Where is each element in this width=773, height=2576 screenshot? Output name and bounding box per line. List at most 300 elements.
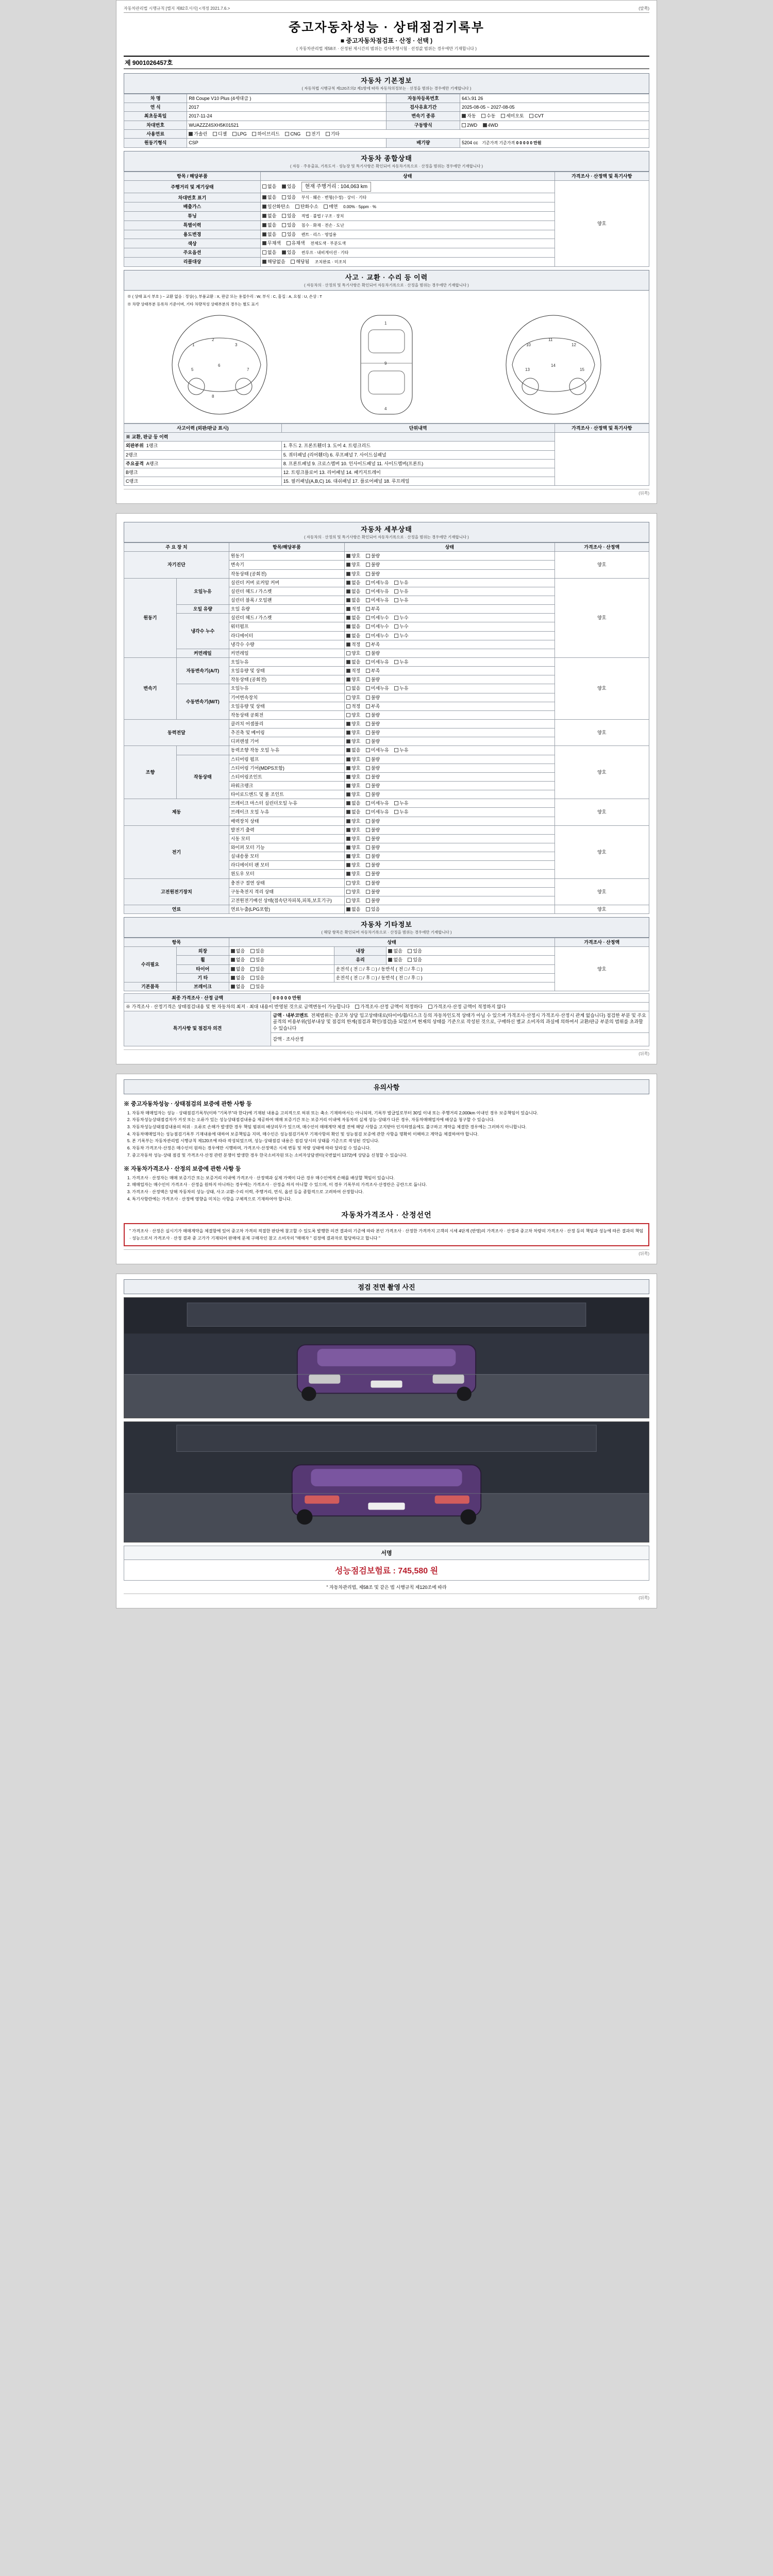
row-label-recall: 리콜대상 [124, 257, 261, 266]
opt-slight[interactable]: 미세누유 [366, 580, 389, 586]
part-label-blower-motor: 실내송풍 모터 [229, 852, 344, 861]
fuel-option-lpg[interactable]: LPG [232, 131, 247, 137]
list-item: 4. 특기사항란에는 가격조사 · 산정에 영향을 미치는 사항을 구체적으로 기재하여야 합니다. [132, 1196, 649, 1203]
opt-good[interactable]: 양호 [346, 712, 360, 718]
notice-list-1 [132, 1110, 649, 1159]
state-alternator [344, 825, 554, 834]
opt-good[interactable]: 양호 [346, 871, 360, 877]
opt-good[interactable]: 양호 [346, 553, 360, 559]
fuel-option-electric[interactable]: 전기 [306, 131, 320, 137]
opt-slight[interactable]: 미세누유 [366, 685, 389, 691]
opt-slight[interactable]: 미세누유 [366, 588, 389, 595]
table-row [124, 180, 649, 193]
price-powertrain: 양호 [554, 720, 649, 746]
opt-good[interactable]: 양호 [346, 738, 360, 744]
opt-leak[interactable]: 누유 [394, 747, 408, 753]
state-hv-wiring [344, 896, 554, 905]
part-label-steering-joint: 스티어링조인트 [229, 772, 344, 781]
row-state-vin-mark [260, 193, 554, 202]
opt-good[interactable]: 양호 [346, 791, 360, 798]
opt-yes[interactable]: 있음 [250, 966, 264, 972]
usage-opt-none[interactable]: 없음 [262, 231, 276, 238]
accident-diagram-panel [124, 291, 649, 424]
opt-low[interactable]: 부족 [366, 703, 380, 709]
opt-bad[interactable]: 불량 [366, 721, 380, 727]
form-legal-ref: 자동차관리법 시행규칙 [별지 제82호서식] <개정 2021.7.6.> [124, 6, 230, 11]
car-diagram-right-side [494, 309, 613, 420]
opt-leak[interactable]: 누유 [394, 800, 408, 806]
emission-opt-co[interactable]: 일산화탄소 [262, 204, 290, 210]
etc-state-other [229, 973, 334, 982]
opt-bad[interactable]: 불량 [366, 862, 380, 868]
drive-option-2wd[interactable]: 2WD [462, 122, 477, 128]
photo-front-graphic [124, 1298, 649, 1418]
group-label-powertrain: 동력전달 [124, 720, 229, 746]
accident-notes-head: ※ 교환, 판금 등 이력 [124, 433, 555, 442]
row-label-special-history: 특별이력 [124, 221, 261, 230]
car-diagram-top-view [345, 309, 428, 420]
opt-yes[interactable]: 있음 [250, 957, 264, 963]
section-accident-sub: ( 자동차의 · 산정의 및 특기사항은 확인되어 자동차기록으로 · 산정을 범위는 경우에만 기재합니다 ) [304, 282, 469, 287]
table-row [124, 878, 649, 887]
price-opinion-agree[interactable]: 가격조사·산정 금액이 적정하다 [355, 1004, 423, 1010]
opt-bad[interactable]: 불량 [366, 818, 380, 824]
opt-good[interactable]: 양호 [346, 889, 360, 895]
opt-bad[interactable]: 불량 [366, 871, 380, 877]
fuel-option-cng[interactable]: CNG [285, 131, 300, 137]
accident-rank-3: A랭크 [146, 461, 159, 466]
opt-bad[interactable]: 불량 [366, 791, 380, 798]
part-label-mt-gear: 기어변속장치 [229, 693, 344, 702]
section-detail-band [124, 522, 649, 543]
page-1 [116, 0, 657, 504]
part-label-radiator: 라디에이터 [229, 631, 344, 640]
opt-leak[interactable]: 누유 [394, 685, 408, 691]
tuning-opt-yes[interactable]: 있음 [282, 213, 296, 219]
group-label-brake: 제동 [124, 799, 229, 825]
row-label-color: 색상 [124, 239, 261, 248]
opt-none[interactable]: 없음 [346, 809, 360, 815]
opt-slight[interactable]: 미세누유 [366, 659, 389, 665]
opt-good[interactable]: 양호 [346, 765, 360, 771]
row-label-vin-mark: 차대번호 표기 [124, 193, 261, 202]
state-radiator-fan [344, 861, 554, 870]
comment-head-2: 감액 · 조사산정 [271, 1032, 649, 1046]
state-steering-joint [344, 772, 554, 781]
recall-opt-none[interactable]: 해당없음 [262, 259, 285, 265]
field-value-drive [460, 121, 649, 129]
opt-leak[interactable]: 누수 [394, 615, 408, 621]
photo-section-title: 점검 전면 촬영 사진 [124, 1279, 649, 1294]
fuel-option-hybrid[interactable]: 하이브리드 [252, 131, 279, 137]
opt-good[interactable]: 양호 [346, 571, 360, 577]
opt-leak[interactable]: 누수 [394, 623, 408, 630]
col-head-part: 항목/해당부품 [229, 543, 344, 552]
col-head-etc-state: 상태 [229, 938, 554, 947]
mileage-opt-none[interactable]: 없음 [262, 183, 276, 190]
svg-text:8: 8 [212, 394, 214, 399]
part-label-window-motor: 윈도우 모터 [229, 870, 344, 878]
group-label-basic-items: 기본품목 [124, 982, 177, 991]
state-water-pump [344, 622, 554, 631]
state-power-crank [344, 781, 554, 790]
page-2 [116, 513, 657, 1064]
section-etc-title: 자동차 기타정보 [361, 921, 412, 929]
accident-rank-row-2 [124, 450, 282, 459]
opt-slight[interactable]: 미세누유 [366, 597, 389, 603]
svg-text:12: 12 [571, 343, 576, 348]
opt-proper[interactable]: 적정 [346, 606, 360, 612]
special-opt-none[interactable]: 없음 [262, 222, 276, 228]
table-header-row [124, 172, 649, 180]
opt-bad[interactable]: 불량 [366, 694, 380, 701]
field-value-vin: WUAZZZ4SXH5K01521 [187, 121, 386, 129]
field-label-vin: 차대번호 [124, 121, 187, 129]
opt-good[interactable]: 양호 [346, 844, 360, 851]
part-label-wiper-motor: 와이퍼 모터 기능 [229, 843, 344, 852]
opt-good[interactable]: 양호 [346, 650, 360, 656]
opt-leak[interactable]: 누유 [394, 588, 408, 595]
table-row [124, 658, 649, 667]
opt-none[interactable]: 없음 [231, 966, 245, 972]
price-hv-electric: 양호 [554, 878, 649, 905]
car-diagram-row [127, 309, 646, 420]
accident-parts-3: 8. 프론트패널 9. 크로스멤버 10. 인사이드패널 11. 사이드멤버(프론트) [281, 459, 554, 468]
opt-none[interactable]: 없음 [346, 685, 360, 691]
table-row [124, 121, 649, 129]
opt-good[interactable]: 양호 [346, 562, 360, 568]
field-value-plate: 64노91 26 [460, 94, 649, 103]
opt-good[interactable]: 양호 [346, 730, 360, 736]
etc-state-interior [386, 947, 554, 956]
opt-bad[interactable]: 불량 [366, 844, 380, 851]
opt-good[interactable]: 양호 [346, 853, 360, 859]
opt-slight[interactable]: 미세누수 [366, 615, 389, 621]
table-row [124, 825, 649, 834]
opt-bad[interactable]: 불량 [366, 827, 380, 833]
opt-bad[interactable]: 불량 [366, 774, 380, 780]
diagram-legend-1: ※ ( 상태 표시 부호 ) ~ 교환 없음 : 정상(-), 부품교환 : X, 판금 또는 용접수리 : W, 부식 : C, 흠집 : A, 요철 : U, 손상 : T [127, 294, 322, 299]
vin-opt-yes[interactable]: 있음 [282, 194, 296, 200]
section-etc-band [124, 917, 649, 938]
etc-state-tire-position: 운전석 ( 전 □ / 후 □ ) / 동반석 ( 전 □ / 후 □ ) [334, 964, 554, 973]
state-block-oilpan [344, 596, 554, 605]
state-fuel-leak [344, 905, 554, 913]
opt-yes[interactable]: 있음 [250, 948, 264, 954]
opt-bad[interactable]: 불량 [366, 553, 380, 559]
part-label-coolant-head: 실린더 헤드 / 가스켓 [229, 614, 344, 622]
group-label-fuel: 연료 [124, 905, 229, 913]
field-label-year: 연 식 [124, 103, 187, 112]
opt-slight[interactable]: 미세누수 [366, 633, 389, 639]
part-label-radiator-fan: 라디에이터 팬 모터 [229, 861, 344, 870]
accident-rank-1: 1랭크 [146, 443, 158, 449]
opt-none[interactable]: 없음 [346, 906, 360, 912]
opt-bad[interactable]: 불량 [366, 676, 380, 683]
section-basic-info-sub: ( 자동차법 시행규칙 제120조의2 제1항에 따라 자동차의정보는 · 선정을 범위는 경우에만 기재합니다 ) [301, 86, 472, 91]
field-value-inspection: 2025-08-05 ~ 2027-08-05 [460, 103, 649, 112]
price-electric: 양호 [554, 825, 649, 878]
section-basic-info-title: 자동차 기본정보 [361, 77, 412, 85]
table-row [124, 993, 649, 1002]
color-opt-chromatic[interactable]: 유채색 [287, 240, 305, 246]
table-row [124, 138, 649, 147]
state-mt-idle [344, 710, 554, 719]
sub-label-auto-trans: 자동변속기(A/T) [176, 658, 229, 684]
price-fuel: 양호 [554, 905, 649, 913]
state-differential [344, 737, 554, 746]
opt-bad[interactable]: 불량 [366, 765, 380, 771]
table-row [124, 94, 649, 103]
state-charge-port [344, 878, 554, 887]
part-label-commonrail: 커먼레일 [229, 649, 344, 657]
col-head-major-device: 주 요 장 치 [124, 543, 229, 552]
opt-slight[interactable]: 미세누유 [366, 747, 389, 753]
opt-good[interactable]: 양호 [346, 827, 360, 833]
section-overall-title: 자동차 종합상태 [361, 154, 412, 162]
fuel-option-other[interactable]: 기타 [326, 131, 340, 137]
group-label-transmission: 변속기 [124, 658, 177, 720]
page-3 [116, 1074, 657, 1264]
sub-label-manual-trans: 수동변속기(M/T) [176, 684, 229, 720]
vin-opt-none[interactable]: 없음 [262, 194, 276, 200]
emission-opt-smoke[interactable]: 매연 [324, 204, 338, 210]
options-opt-none[interactable]: 없음 [262, 249, 276, 256]
opt-none[interactable]: 없음 [231, 957, 245, 963]
row-state-emission [260, 202, 554, 212]
group-label-electric: 전기 [124, 825, 229, 878]
opt-leak[interactable]: 누수 [394, 633, 408, 639]
opt-none[interactable]: 없음 [346, 615, 360, 621]
opt-bad[interactable]: 불량 [366, 836, 380, 842]
fuel-option-gasoline[interactable]: 가솔린 [189, 131, 207, 137]
field-value-engine-type: CSP [187, 138, 386, 147]
opt-none[interactable]: 없음 [231, 975, 245, 981]
opt-good[interactable]: 양호 [346, 694, 360, 701]
opt-bad[interactable]: 불량 [366, 783, 380, 789]
group-label-engine: 원동기 [124, 578, 177, 657]
opt-low[interactable]: 부족 [366, 641, 380, 648]
diagram-legend-2: ※ 차량 상태부분 등록차 기준이며, 기타 차량적성 상태부분의 경우는 별도 표기 [127, 301, 259, 307]
opt-yes[interactable]: 있음 [250, 975, 264, 981]
opt-none[interactable]: 없음 [388, 948, 402, 954]
section-overall-band [124, 151, 649, 172]
opt-leak[interactable]: 누유 [394, 580, 408, 586]
state-mt-oil-leak [344, 684, 554, 693]
row-state-tuning [260, 211, 554, 221]
svg-text:1: 1 [384, 321, 387, 326]
sub-label-coolant: 냉각수 누수 [176, 614, 229, 649]
usage-opt-yes[interactable]: 있음 [282, 231, 296, 238]
opt-none[interactable]: 없음 [346, 580, 360, 586]
opt-none[interactable]: 없음 [346, 597, 360, 603]
part-label-power-crank: 파워크랭크 [229, 781, 344, 790]
accident-rank-5: C랭크 [126, 479, 138, 484]
opt-good[interactable]: 양호 [346, 676, 360, 683]
page-1-footer: (뒤쪽) [124, 489, 649, 496]
opt-leak[interactable]: 누유 [394, 597, 408, 603]
comment-head-1-text: 금액 · 내부코멘트 [273, 1013, 309, 1019]
opt-yes[interactable]: 있음 [408, 948, 422, 954]
opt-none[interactable]: 없음 [346, 588, 360, 595]
list-item: 1. 가격조사 · 산정자는 매매 보증기간 또는 보증거리 이내에 가격조사 · 산정액과 실제 가액이 다른 경우 매수인에게 손해를 배상할 책임이 있습니다. [132, 1175, 649, 1182]
opt-yes[interactable]: 있음 [408, 957, 422, 963]
opt-bad[interactable]: 불량 [366, 880, 380, 886]
opt-slight[interactable]: 미세누수 [366, 623, 389, 630]
sub-label-steering-operation: 작동상태 [176, 755, 229, 799]
section-detail-sub: ( 자동차의 · 산정의 및 특기사항은 확인되어 자동차기록으로 · 산정을 범위는 경우에만 기재합니다 ) [304, 535, 469, 540]
field-value-car-name: R8 Coupe V10 Plus (4세대급 ) [187, 94, 386, 103]
opt-bad[interactable]: 불량 [366, 650, 380, 656]
emission-opt-hc[interactable]: 탄화수소 [295, 204, 318, 210]
opt-bad[interactable]: 불량 [366, 712, 380, 718]
svg-text:4: 4 [384, 406, 387, 412]
price-summary-table [124, 993, 649, 1046]
part-label-differential: 디퍼렌셜 기어 [229, 737, 344, 746]
trans-option-auto[interactable]: 자동 [462, 113, 476, 119]
opt-slight[interactable]: 미세누유 [366, 809, 389, 815]
page-2-footer: (뒤쪽) [124, 1049, 649, 1057]
opt-good[interactable]: 양호 [346, 862, 360, 868]
opt-bad[interactable]: 불량 [366, 756, 380, 762]
opt-none[interactable]: 없음 [346, 800, 360, 806]
final-price-value: 0 0 0 0 0 만원 [271, 993, 649, 1002]
opt-good[interactable]: 양호 [346, 836, 360, 842]
col-head-unit: 단위내역 [281, 424, 554, 433]
color-opt-achromatic[interactable]: 무채색 [262, 240, 281, 246]
opt-low[interactable]: 부족 [366, 606, 380, 612]
price-opinion-disagree[interactable]: 가격조사·산정 금액이 적정하지 않다 [428, 1004, 506, 1010]
opt-bad[interactable]: 불량 [366, 730, 380, 736]
col-head-etc-price: 가격조사 · 산정액 [554, 938, 649, 947]
etc-state-exterior [229, 947, 334, 956]
opt-bad[interactable]: 불량 [366, 562, 380, 568]
row-label-mileage: 주행거리 및 계기상태 [124, 180, 261, 193]
opt-none[interactable]: 없음 [346, 747, 360, 753]
opt-bad[interactable]: 불량 [366, 853, 380, 859]
table-header-row [124, 543, 649, 552]
etc-label-glass: 유리 [334, 956, 386, 964]
opt-bad[interactable]: 불량 [366, 889, 380, 895]
group-label-repair-needed: 수리필요 [124, 947, 177, 982]
svg-text:3: 3 [235, 343, 238, 348]
state-starter [344, 834, 554, 843]
final-price-note [124, 1003, 649, 1011]
final-price-note-text: ※ 가격조사 · 산정기격은 상태점검내용 및 현 자동차의 최저 · 최대 내용이 반영된 것으로 금액변동이 가능합니다 [126, 1004, 350, 1010]
trans-option-manual[interactable]: 수동 [481, 113, 495, 119]
etc-state-glass [386, 956, 554, 964]
mileage-opt-yes[interactable]: 있음 [282, 183, 296, 190]
opt-yes[interactable]: 있음 [366, 906, 380, 912]
basic-info-table [124, 94, 649, 148]
opt-none[interactable]: 없음 [346, 659, 360, 665]
final-price-label: 최종 가격조사 · 산정 금액 [124, 993, 271, 1002]
col-head-price: 가격조사 · 산정액 및 특기사항 [554, 172, 649, 180]
opt-good[interactable]: 양호 [346, 774, 360, 780]
row-state-color [260, 239, 554, 248]
opt-none[interactable]: 없음 [231, 984, 245, 990]
tuning-opt-none[interactable]: 없음 [262, 213, 276, 219]
opt-bad[interactable]: 불량 [366, 738, 380, 744]
price-declaration-box: " 가격조사 · 산정은 실시기가 매매계약을 체결함에 있어 중고차 가격의 적절한 판단에 참고할 수 있도록 발행한 의견 결과의 기준에 따라 본인 가격조사 · 산정한 가격까지 고객의 시세 4단계 (반영)의 가격조사 · 산정과 중고차 차량의 가격조사 · 산정 등의 책임과 성능에 따른 결과의 책임 · 성능으로서 가격조사 · 산정 결과 중 고가가 기재되어 판매에 문제 구매자인 참고 소비자의 "매매자 " 검정에 결과자로 합당하다고 합니다 " [124, 1223, 649, 1246]
opt-none[interactable]: 없음 [231, 948, 245, 954]
part-label-selfdiag-engine: 원동기 [229, 552, 344, 561]
table-row [124, 112, 649, 121]
list-item: 5. 본 기록부는 자동차관리법 시행규칙 제120조에 따라 작성되었으며, 성능·상태점검 내용은 점검 당시의 상태를 기준으로 작성된 것입니다. [132, 1138, 649, 1145]
field-label-fuel: 사용연료 [124, 129, 187, 138]
options-note: 썬루프 · 내비게이션 · 기타 [301, 250, 349, 256]
opt-proper[interactable]: 적정 [346, 703, 360, 709]
row-label-usage-change: 용도변경 [124, 230, 261, 239]
accident-rank-row-4 [124, 468, 282, 477]
drive-option-4wd[interactable]: 4WD [483, 122, 498, 128]
opt-good[interactable]: 양호 [346, 721, 360, 727]
opt-good[interactable]: 양호 [346, 783, 360, 789]
opt-leak[interactable]: 누유 [394, 659, 408, 665]
part-label-mt-idle: 작동상태 공회전 [229, 710, 344, 719]
col-head-state: 상태 [260, 172, 554, 180]
recall-opt-yes[interactable]: 해당됨 [291, 259, 309, 265]
opt-none[interactable]: 없음 [346, 623, 360, 630]
opt-good[interactable]: 양호 [346, 880, 360, 886]
document-number: 제 9001026457호 [124, 56, 649, 69]
state-wiper-motor [344, 843, 554, 852]
opt-leak[interactable]: 누유 [394, 809, 408, 815]
opt-bad[interactable]: 불량 [366, 571, 380, 577]
table-row [124, 552, 649, 561]
part-label-master-cylinder: 브레이크 마스터 실린더오일 누유 [229, 799, 344, 808]
svg-text:13: 13 [525, 367, 530, 372]
emission-values: 0.00% · 5ppm · % [343, 205, 377, 210]
svg-text:7: 7 [247, 367, 249, 372]
col-head-etc-item: 항목 [124, 938, 229, 947]
displacement-value: 5204 cc [462, 140, 478, 145]
state-blower-motor [344, 852, 554, 861]
opt-none[interactable]: 없음 [346, 633, 360, 639]
accident-parts-1: 1. 후드 2. 프론트휀더 3. 도어 4. 트렁크리드 [281, 442, 554, 450]
row-state-recall [260, 257, 554, 266]
opt-bad[interactable]: 불량 [366, 897, 380, 904]
price-steering: 양호 [554, 746, 649, 799]
part-label-rocker-cover: 실린더 커버 로커암 커버 [229, 578, 344, 587]
etc-label-other: 기 타 [176, 973, 229, 982]
fuel-option-diesel[interactable]: 디젤 [213, 131, 227, 137]
part-label-block-oilpan: 실린더 블록 / 오일팬 [229, 596, 344, 605]
accident-rank-row-3 [124, 459, 282, 468]
special-opt-yes[interactable]: 있음 [282, 222, 296, 228]
state-commonrail [344, 649, 554, 657]
opt-good[interactable]: 양호 [346, 897, 360, 904]
opt-good[interactable]: 양호 [346, 756, 360, 762]
opt-yes[interactable]: 있음 [250, 984, 264, 990]
opt-slight[interactable]: 미세누유 [366, 800, 389, 806]
field-label-engine-type: 원동기형식 [124, 138, 187, 147]
options-opt-yes[interactable]: 있음 [282, 249, 296, 256]
list-item: 3. 자동차성능상태점검내용의 허위 · 오류로 손해가 발생한 경우 책임 범위의 배상의무가 있으며, 매수인이 매매계약 체결 전에 해당 사항을 고지받아 인지하였음에도 불구하고 계약을 체결한 경우에는 그러하지 아니합니다. [132, 1124, 649, 1131]
opt-good[interactable]: 양호 [346, 818, 360, 824]
state-brake-oil-leak [344, 808, 554, 817]
opt-proper[interactable]: 적정 [346, 641, 360, 648]
opt-low[interactable]: 부족 [366, 668, 380, 674]
opt-proper[interactable]: 적정 [346, 668, 360, 674]
opt-none[interactable]: 없음 [388, 957, 402, 963]
etc-label-tire: 타이어 [176, 964, 229, 973]
state-at-oil-amount [344, 667, 554, 675]
trans-option-semi[interactable]: 세미오토 [501, 113, 524, 119]
accident-rank-4: B랭크 [126, 469, 138, 475]
state-coolant-level [344, 640, 554, 649]
trans-option-cvt[interactable]: CVT [529, 113, 544, 119]
